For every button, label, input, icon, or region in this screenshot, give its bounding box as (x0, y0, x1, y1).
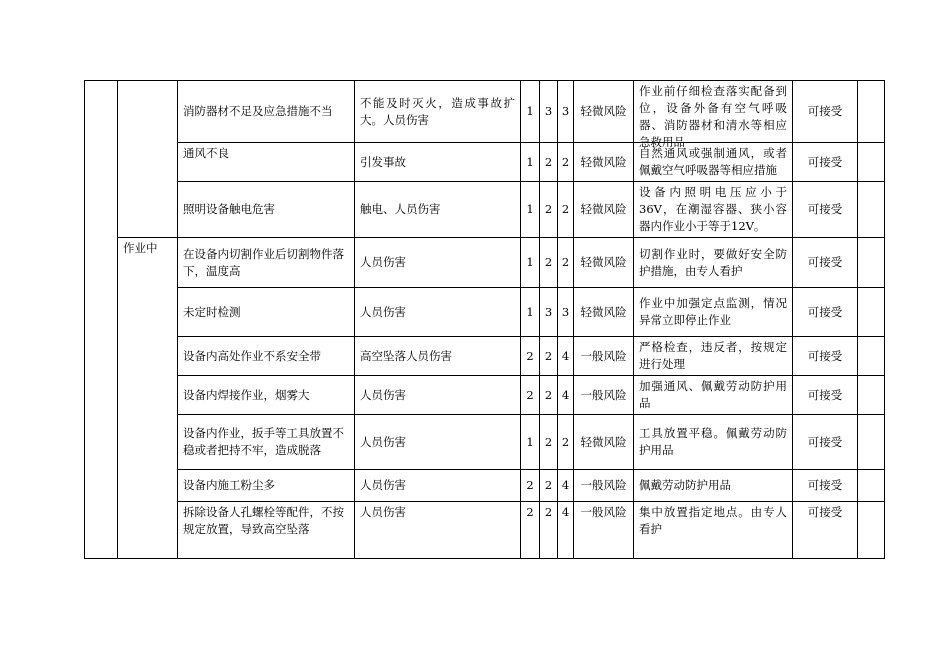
acceptability-cell: 可接受 (793, 502, 858, 559)
control-measure-cell: 切割作业时，要做好安全防护措施，由专人看护 (634, 238, 793, 288)
acceptability-cell: 可接受 (793, 337, 858, 376)
risk-value-cell: 2 (558, 143, 574, 182)
likelihood-cell: 1 (521, 288, 540, 337)
remark-cell (858, 337, 885, 376)
hazard-cell: 设备内高处作业不系安全带 (178, 337, 355, 376)
likelihood-cell: 2 (521, 502, 540, 559)
severity-cell: 2 (540, 376, 558, 415)
table-row (85, 238, 885, 288)
remark-cell (858, 143, 885, 182)
acceptability-cell: 可接受 (793, 143, 858, 182)
risk-level-cell: 轻微风险 (574, 415, 634, 470)
table-row (85, 81, 885, 143)
control-measure-cell: 工具放置平稳。佩戴劳动防护用品 (634, 415, 793, 470)
acceptability-cell: 可接受 (793, 470, 858, 502)
consequence-cell: 人员伤害 (355, 376, 521, 415)
stage-cell-blank (118, 81, 178, 238)
hazard-cell: 拆除设备人孔螺栓等配件，不按规定放置，导致高空坠落 (178, 502, 355, 559)
likelihood-cell: 2 (521, 470, 540, 502)
control-measure-cell: 佩戴劳动防护用品 (634, 470, 793, 502)
risk-level-cell: 轻微风险 (574, 143, 634, 182)
acceptability-cell: 可接受 (793, 376, 858, 415)
hazard-cell: 消防器材不足及应急措施不当 (178, 81, 355, 143)
category-cell (85, 81, 118, 559)
severity-cell: 2 (540, 182, 558, 238)
control-measure-cell: 自然通风或强制通风，或者佩戴空气呼吸器等相应措施 (634, 143, 793, 182)
severity-cell: 2 (540, 502, 558, 559)
table-row (85, 337, 885, 376)
stage-label: 作业中 (118, 238, 178, 559)
hazard-cell: 设备内作业，扳手等工具放置不稳或者把持不牢，造成脱落 (178, 415, 355, 470)
remark-cell (858, 288, 885, 337)
table-row (85, 143, 885, 182)
consequence-cell: 人员伤害 (355, 288, 521, 337)
control-measure-text: 作业前仔细检查落实配备到位，设备外备有空气呼吸器、消防器材和清水等相应急救用品 (639, 84, 787, 149)
acceptability-cell: 可接受 (793, 238, 858, 288)
severity-cell: 2 (540, 337, 558, 376)
consequence-cell: 人员伤害 (355, 470, 521, 502)
control-measure-cell: 严格检查，违反者，按规定进行处理 (634, 337, 793, 376)
control-measure-cell: 设备内照明电压应小于36V，在潮湿容器、狭小容器内作业小于等于12V。 (634, 182, 793, 238)
acceptability-cell: 可接受 (793, 415, 858, 470)
risk-level-cell: 一般风险 (574, 376, 634, 415)
acceptability-cell: 可接受 (793, 288, 858, 337)
risk-value-cell: 4 (558, 376, 574, 415)
remark-cell (858, 238, 885, 288)
risk-value-cell: 3 (558, 81, 574, 143)
risk-level-cell: 轻微风险 (574, 81, 634, 143)
acceptability-cell: 可接受 (793, 81, 858, 143)
hazard-cell: 设备内施工粉尘多 (178, 470, 355, 502)
risk-level-cell: 轻微风险 (574, 182, 634, 238)
control-measure-cell: 加强通风、佩戴劳动防护用品 (634, 376, 793, 415)
likelihood-cell: 2 (521, 337, 540, 376)
table-row (85, 288, 885, 337)
control-measure-cell: 作业中加强定点监测，情况异常立即停止作业 (634, 288, 793, 337)
acceptability-cell: 可接受 (793, 182, 858, 238)
risk-level-cell: 一般风险 (574, 502, 634, 559)
table-row (85, 182, 885, 238)
risk-value-cell: 2 (558, 182, 574, 238)
risk-value-cell: 2 (558, 415, 574, 470)
risk-level-cell: 轻微风险 (574, 238, 634, 288)
remark-cell (858, 502, 885, 559)
consequence-cell: 引发事故 (355, 143, 521, 182)
consequence-cell: 触电、人员伤害 (355, 182, 521, 238)
control-measure-cell (634, 81, 793, 149)
hazard-cell: 通风不良 (178, 143, 355, 182)
severity-cell: 2 (540, 415, 558, 470)
risk-level-cell: 轻微风险 (574, 288, 634, 337)
table-row (85, 376, 885, 415)
risk-value-cell: 4 (558, 337, 574, 376)
risk-level-cell: 一般风险 (574, 470, 634, 502)
likelihood-cell: 1 (521, 182, 540, 238)
risk-value-cell: 2 (558, 238, 574, 288)
consequence-cell: 高空坠落人员伤害 (355, 337, 521, 376)
risk-assessment-table (84, 80, 885, 559)
remark-cell (858, 182, 885, 238)
remark-cell (858, 81, 885, 143)
remark-cell (858, 376, 885, 415)
risk-value-cell: 4 (558, 502, 574, 559)
hazard-cell: 照明设备触电危害 (178, 182, 355, 238)
likelihood-cell: 2 (521, 376, 540, 415)
severity-cell: 2 (540, 143, 558, 182)
risk-level-cell: 一般风险 (574, 337, 634, 376)
hazard-cell: 在设备内切割作业后切割物件落下，温度高 (178, 238, 355, 288)
risk-value-cell: 3 (558, 288, 574, 337)
remark-cell (858, 470, 885, 502)
table-row (85, 415, 885, 470)
hazard-cell: 设备内焊接作业，烟雾大 (178, 376, 355, 415)
remark-cell (858, 415, 885, 470)
severity-cell: 2 (540, 470, 558, 502)
control-measure-cell: 集中放置指定地点。由专人看护 (634, 502, 793, 559)
consequence-cell: 人员伤害 (355, 415, 521, 470)
consequence-cell: 人员伤害 (355, 502, 521, 559)
severity-cell: 3 (540, 81, 558, 143)
likelihood-cell: 1 (521, 238, 540, 288)
consequence-cell: 人员伤害 (355, 238, 521, 288)
consequence-cell: 不能及时灭火，造成事故扩大。人员伤害 (355, 81, 521, 143)
likelihood-cell: 1 (521, 143, 540, 182)
table-row (85, 502, 885, 559)
risk-value-cell: 4 (558, 470, 574, 502)
severity-cell: 2 (540, 238, 558, 288)
hazard-cell: 未定时检测 (178, 288, 355, 337)
table-row (85, 470, 885, 502)
severity-cell: 3 (540, 288, 558, 337)
likelihood-cell: 1 (521, 81, 540, 143)
likelihood-cell: 1 (521, 415, 540, 470)
